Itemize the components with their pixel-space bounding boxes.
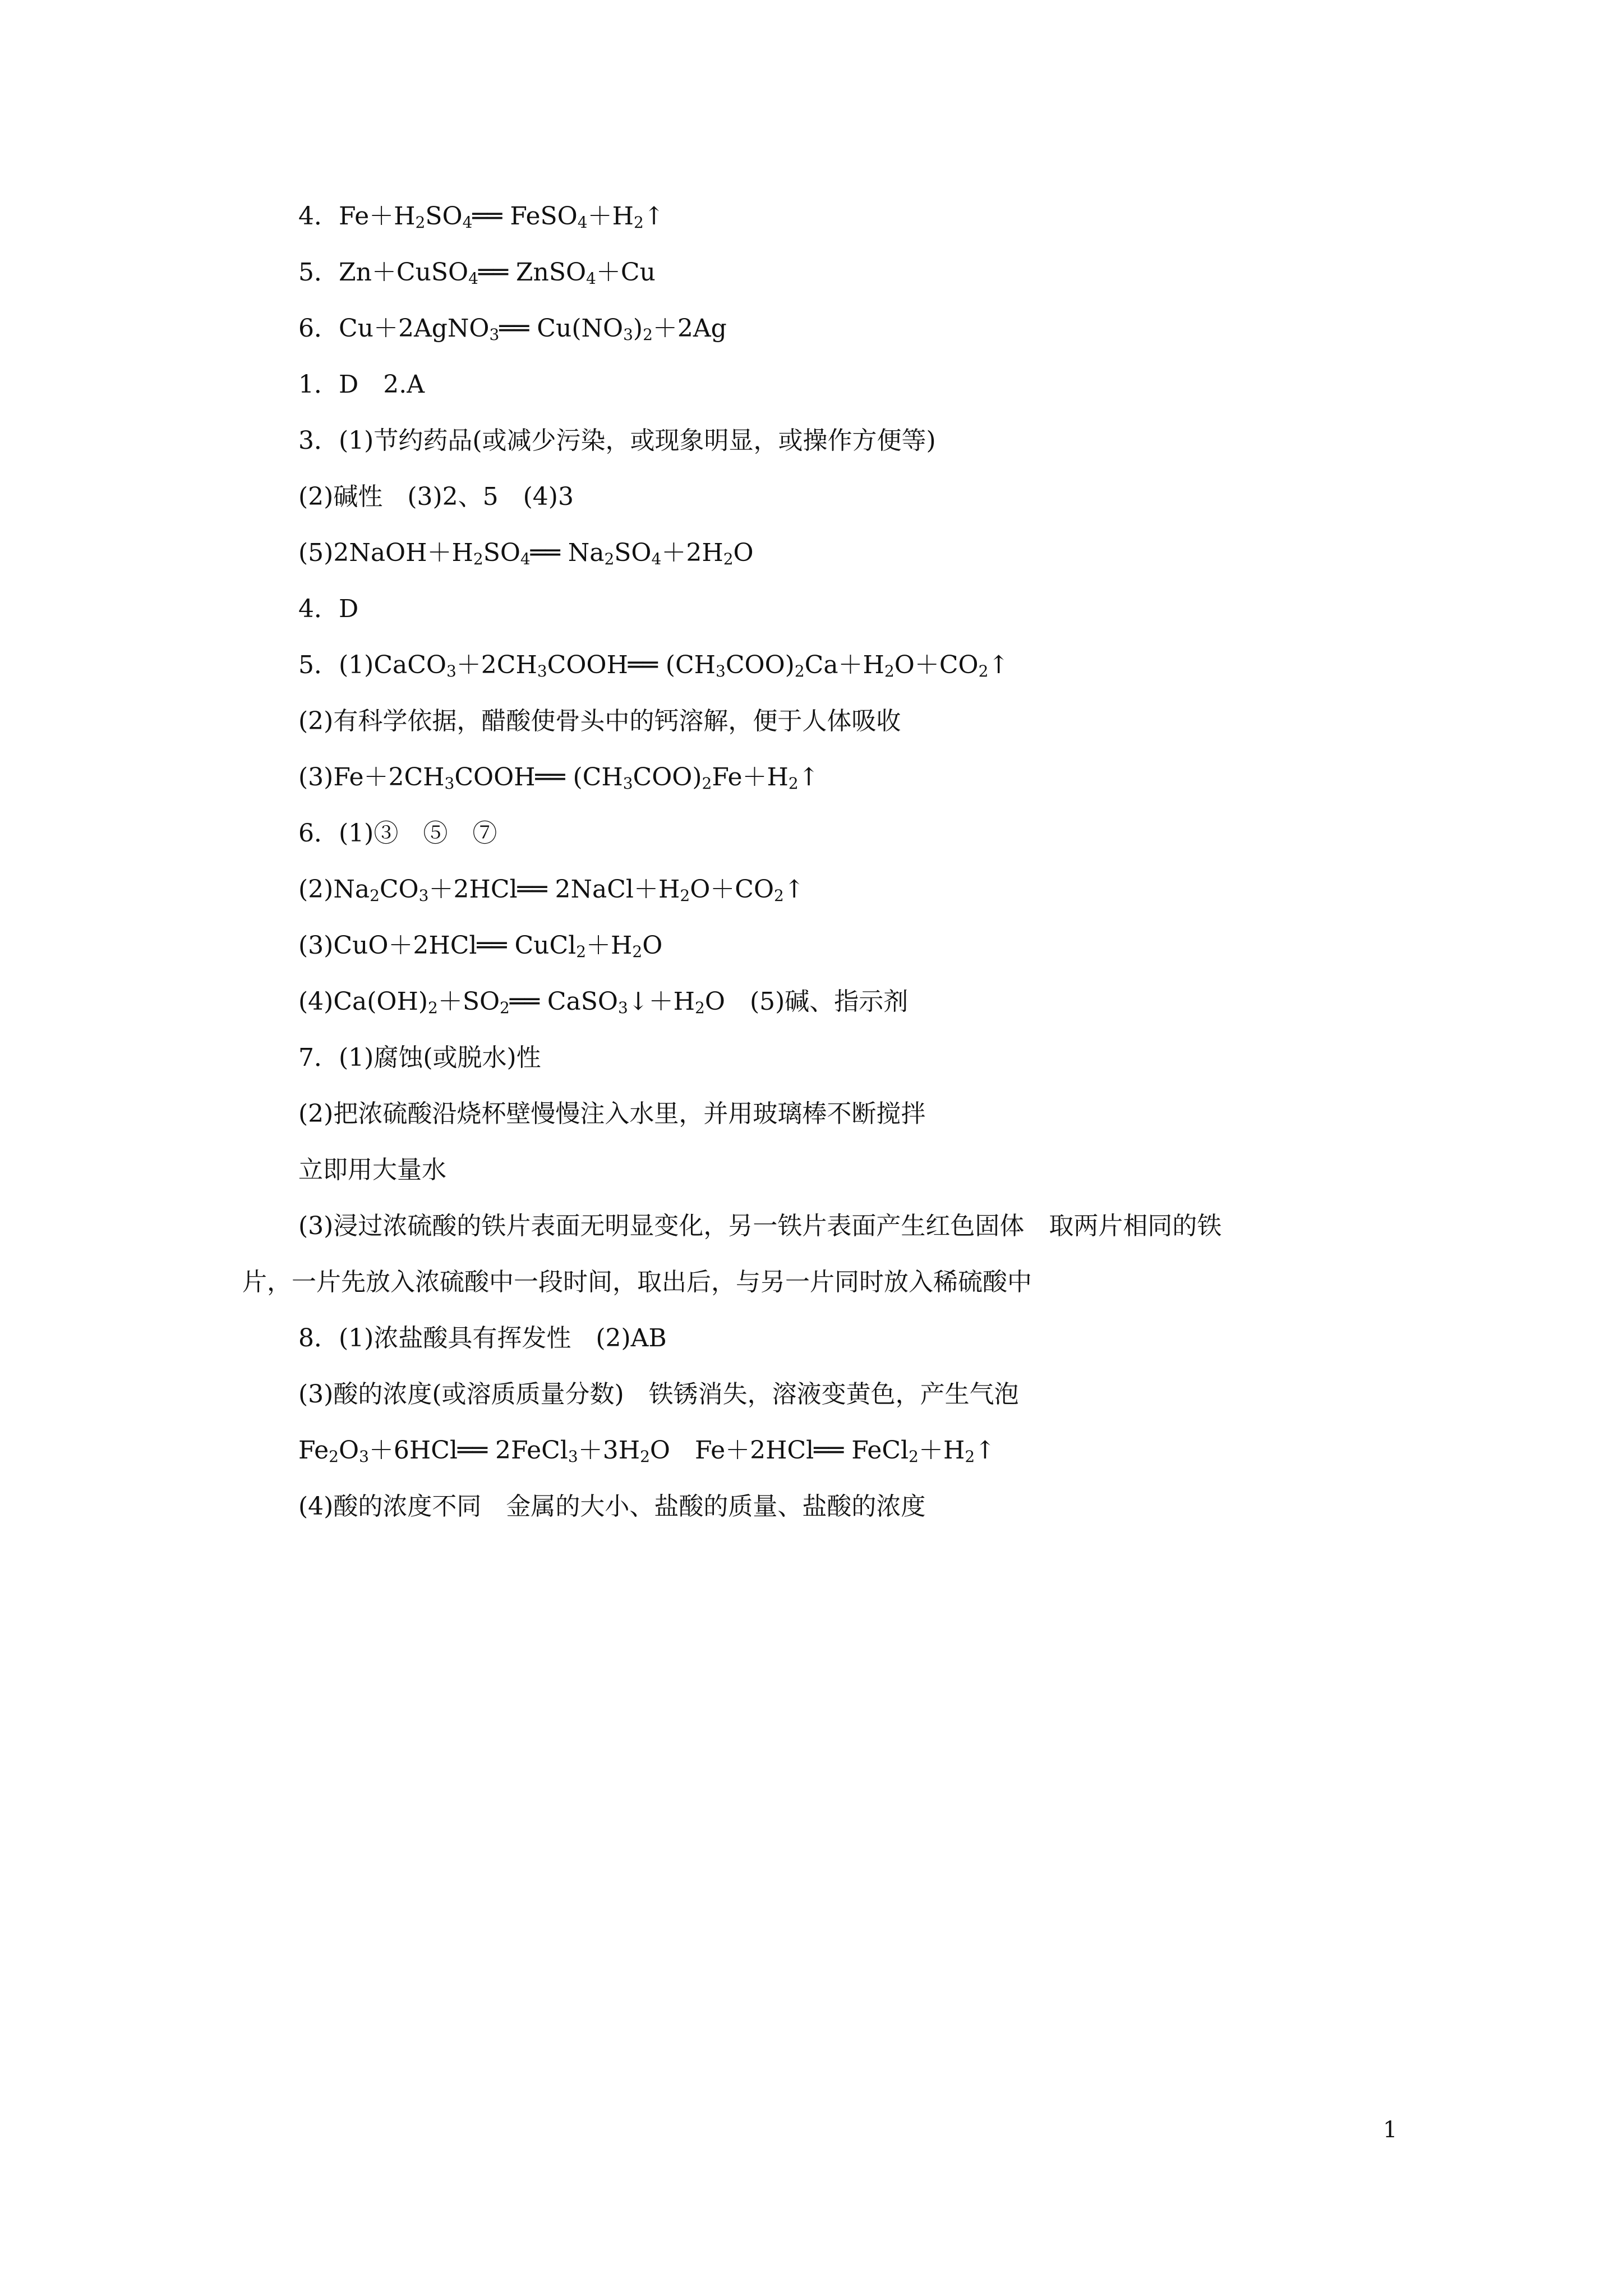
- subscript: 2: [965, 1447, 975, 1466]
- answer-line: (3)酸的浓度(或溶质质量分数) 铁锈消失，溶液变黄色，产生气泡: [298, 1380, 1019, 1409]
- subscript: 2: [370, 886, 380, 905]
- subscript: 3: [418, 886, 429, 905]
- answer-line: 7．(1)腐蚀(或脱水)性: [298, 1043, 541, 1072]
- subscript: 4: [468, 269, 478, 288]
- answer-line: 6．(1)③ ⑤ ⑦: [298, 819, 497, 848]
- subscript: 2: [723, 550, 734, 568]
- answer-line: (4)酸的浓度不同 金属的大小、盐酸的质量、盐酸的浓度: [298, 1492, 926, 1521]
- answer-line: $(4)Ca(OH)_2+SO_2══$ $CaSO_3↓+H_2O$ (5)碱、指示剂: [298, 987, 909, 1017]
- subscript: 2: [643, 325, 653, 344]
- subscript: 3: [444, 774, 455, 793]
- subscript: 2: [695, 999, 705, 1017]
- answer-line: 8．(1)浓盐酸具有挥发性 (2)AB: [298, 1324, 667, 1352]
- answer-line: $Fe_2O_3+6HCl══$ $2FeCl_3+3H_2O$ Fe＋2HCl══ $FeCl_2+H_2↑$: [298, 1436, 996, 1466]
- subscript: 2: [500, 999, 510, 1017]
- answer-line: (2)有科学依据，醋酸使骨头中的钙溶解，便于人体吸收: [298, 707, 901, 735]
- subscript: 4: [586, 269, 596, 288]
- subscript: 2: [884, 662, 895, 680]
- answer-line: $(3)Fe+2CH_3COOH══$ $(CH_3COO)_2Fe+H_2↑$: [298, 763, 819, 793]
- answer-line: 立即用大量水: [298, 1156, 446, 1184]
- answer-line: (2)把浓硫酸沿烧杯壁慢慢注入水里，并用玻璃棒不断搅拌: [298, 1099, 926, 1128]
- subscript: 3: [446, 662, 457, 680]
- answer-line: $(2)Na_2CO_3+2HCl══$ $2NaCl+H_2O+CO_2↑$: [298, 875, 805, 905]
- subscript: 2: [473, 550, 483, 568]
- subscript: 3: [537, 662, 547, 680]
- subscript: 2: [576, 942, 587, 961]
- subscript: 2: [415, 213, 426, 232]
- subscript: 2: [632, 942, 643, 961]
- subscript: 3: [623, 325, 633, 344]
- answer-line: (2)碱性 (3)2、5 (4)3: [298, 482, 574, 511]
- subscript: 3: [617, 999, 628, 1017]
- subscript: 2: [329, 1447, 339, 1466]
- subscript: 2: [909, 1447, 919, 1466]
- subscript: 2: [428, 999, 438, 1017]
- answer-line: $(5)2NaOH+H_2SO_4══$ $Na_2SO_4+2H_2O$: [298, 539, 754, 568]
- answer-line: 1．D 2.A: [298, 370, 425, 399]
- subscript: 3: [489, 325, 500, 344]
- subscript: 2: [978, 662, 989, 680]
- answer-line: (3)CuO＋2HCl══ $CuCl_2+H_2O$: [298, 931, 663, 961]
- subscript: 4: [651, 550, 662, 568]
- subscript: 2: [774, 886, 784, 905]
- answer-line: 5．Zn＋CuSO$_4$══ ZnSO$_4$＋Cu: [298, 258, 656, 288]
- page-number: 1: [1383, 2117, 1398, 2143]
- subscript: 3: [568, 1447, 578, 1466]
- answer-line: 6．Cu＋2AgNO$_3$══ $Cu(NO_3)_2+2Ag$: [298, 314, 727, 344]
- answer-line: (3)浸过浓硫酸的铁片表面无明显变化，另一铁片表面产生红色固体 取两片相同的铁: [298, 1212, 1222, 1240]
- subscript: 2: [680, 886, 690, 905]
- answer-line: 3．(1)节约药品(或减少污染，或现象明显，或操作方便等): [298, 426, 936, 455]
- subscript: 2: [604, 550, 615, 568]
- subscript: 2: [702, 774, 712, 793]
- subscript: 3: [716, 662, 726, 680]
- answer-line: 4．D: [298, 595, 359, 623]
- subscript: 4: [462, 213, 473, 232]
- subscript: 4: [520, 550, 531, 568]
- answer-line: 5．$(1)CaCO_3+2CH_3COOH══$ $(CH_3COO)_2Ca+H_2O+CO_2↑$: [298, 651, 1009, 680]
- answer-line: 片，一片先放入浓硫酸中一段时间，取出后，与另一片同时放入稀硫酸中: [242, 1268, 1032, 1296]
- subscript: 3: [623, 774, 633, 793]
- subscript: 4: [577, 213, 588, 232]
- subscript: 2: [788, 774, 799, 793]
- subscript: 2: [640, 1447, 650, 1466]
- subscript: 3: [359, 1447, 369, 1466]
- answer-line: 4．$Fe+H_2SO_4══$ $FeSO_4+H_2↑$: [298, 202, 665, 232]
- subscript: 2: [633, 213, 644, 232]
- subscript: 2: [794, 662, 805, 680]
